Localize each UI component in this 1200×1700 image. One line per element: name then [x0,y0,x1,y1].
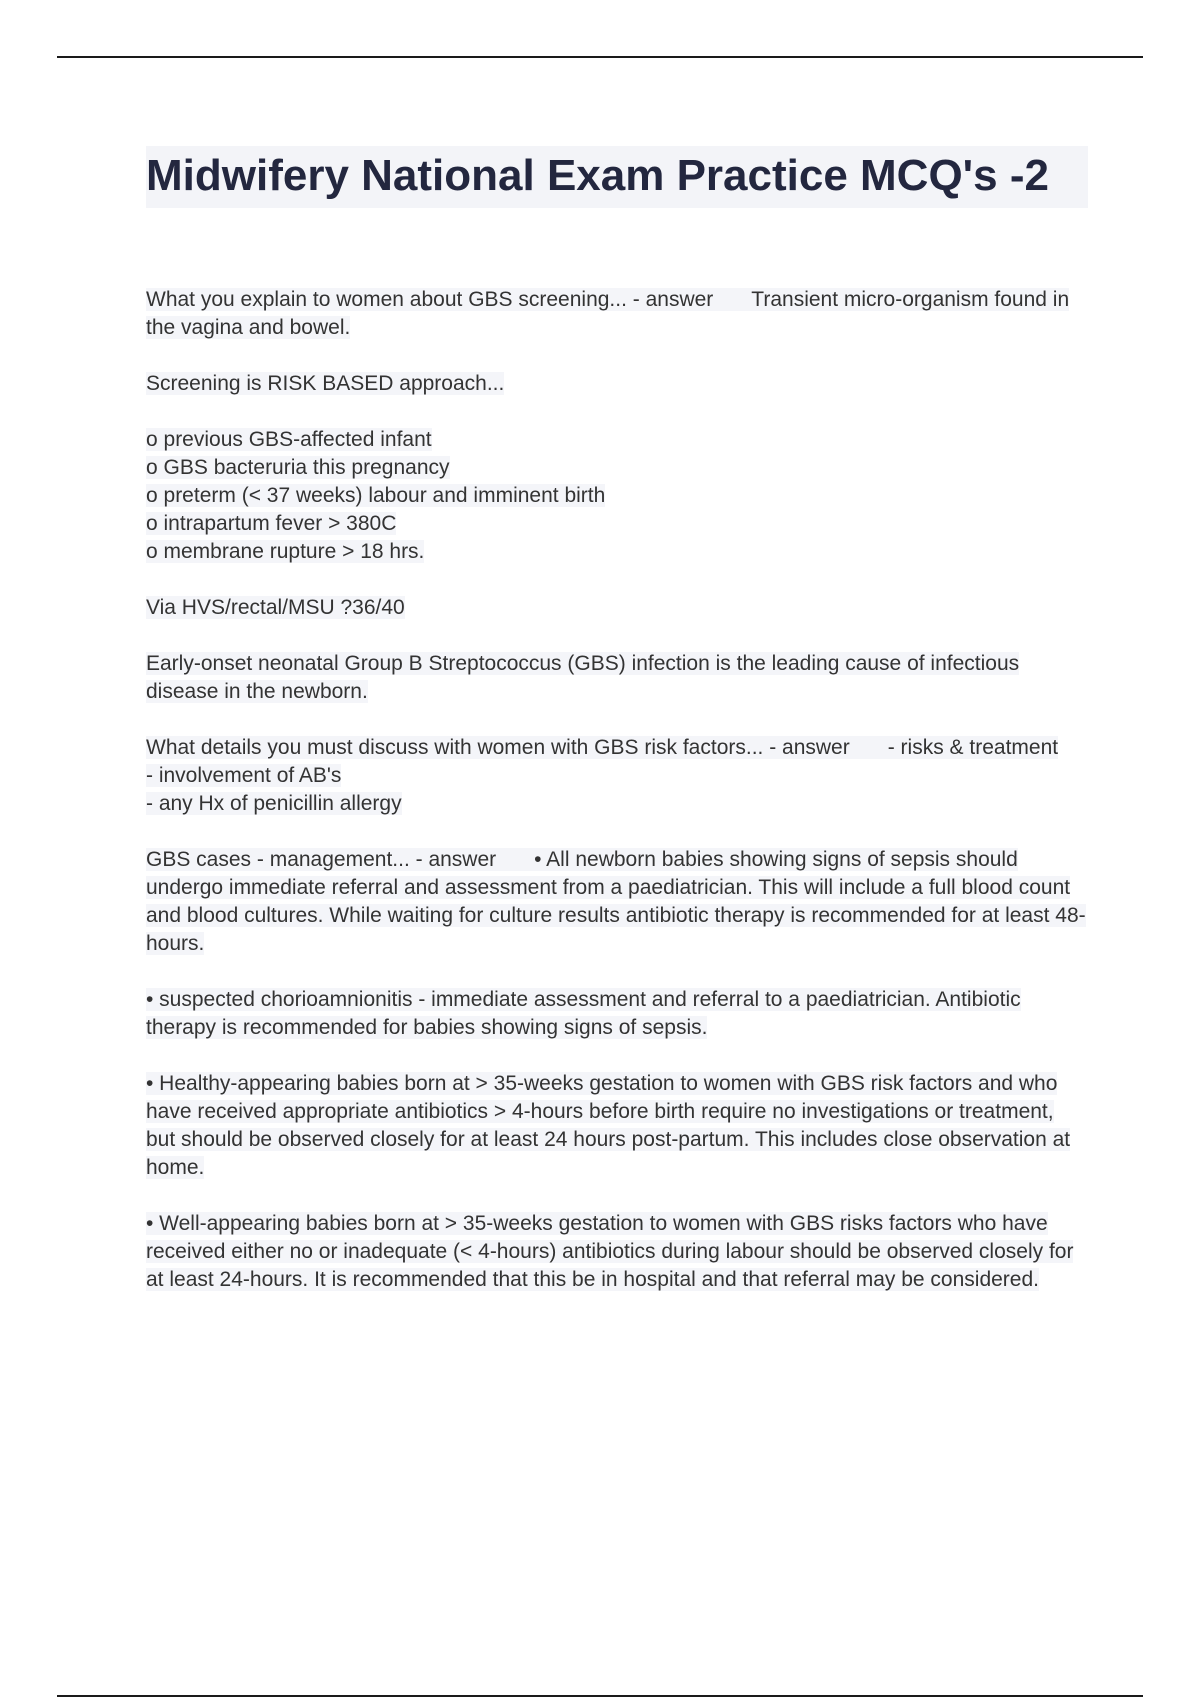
gbs-note: Early-onset neonatal Group B Streptococcus (GBS) infection is the leading cause of infectious disease in the newborn. [146,652,1020,703]
list-item: o preterm (< 37 weeks) labour and imminent birth [146,484,606,507]
list-item: - involvement of AB's [146,764,342,787]
management-point: • suspected chorioamnionitis - immediate assessment and referral to a paediatrician. Antibiotic therapy is recommended for babies showing signs of sepsis. [146,988,1021,1039]
list-item: - any Hx of penicillin allergy [146,792,402,815]
title-block [146,146,1088,208]
bottom-rule [57,1695,1143,1697]
top-rule [57,56,1143,58]
risk-factor-list [146,426,1088,566]
document-body [146,286,1088,1294]
qa-gbs-management [146,846,1088,958]
management-point: • Healthy-appearing babies born at > 35-weeks gestation to women with GBS risk factors and who have received appropriate antibiotics > 4-hours before birth require no investigations or treatment, but should be observed closely for at least 24 hours post-partum. This includes close observation at home. [146,1072,1071,1179]
list-item: - risks & treatment [887,736,1059,759]
list-item: o membrane rupture > 18 hrs. [146,540,425,563]
list-item: o previous GBS-affected infant [146,428,432,451]
question-text: What details you must discuss with women with GBS risk factors... - answer [146,736,850,759]
list-item: o intrapartum fever > 380C [146,512,397,535]
question-text: GBS cases - management... - answer [146,848,497,871]
page-title: Midwifery National Exam Practice MCQ's -2 [146,151,1049,200]
answer-text: • All newborn babies showing signs of sepsis should undergo immediate referral and assessment from a paediatrician. This will include a full blood count and blood cultures. While waiting for culture results antibiotic therapy is recommended for at least 48-hours. [146,848,1086,955]
qa-gbs-discussion [146,734,1088,818]
answer-text: Transient micro-organism found in the vagina and bowel. [146,288,1070,339]
qa-gbs-screening [146,286,1088,342]
management-point: • Well-appearing babies born at > 35-weeks gestation to women with GBS risks factors who have received either no or inadequate (< 4-hours) antibiotics during labour should be observed closely for at least 24-hours. It is recommended that this be in hospital and that referral may be considered. [146,1212,1074,1291]
list-item: o GBS bacteruria this pregnancy [146,456,450,479]
page-content [146,146,1088,1322]
screening-approach: Screening is RISK BASED approach... [146,372,505,395]
screening-method: Via HVS/rectal/MSU ?36/40 [146,596,405,619]
question-text: What you explain to women about GBS screening... - answer [146,288,714,311]
